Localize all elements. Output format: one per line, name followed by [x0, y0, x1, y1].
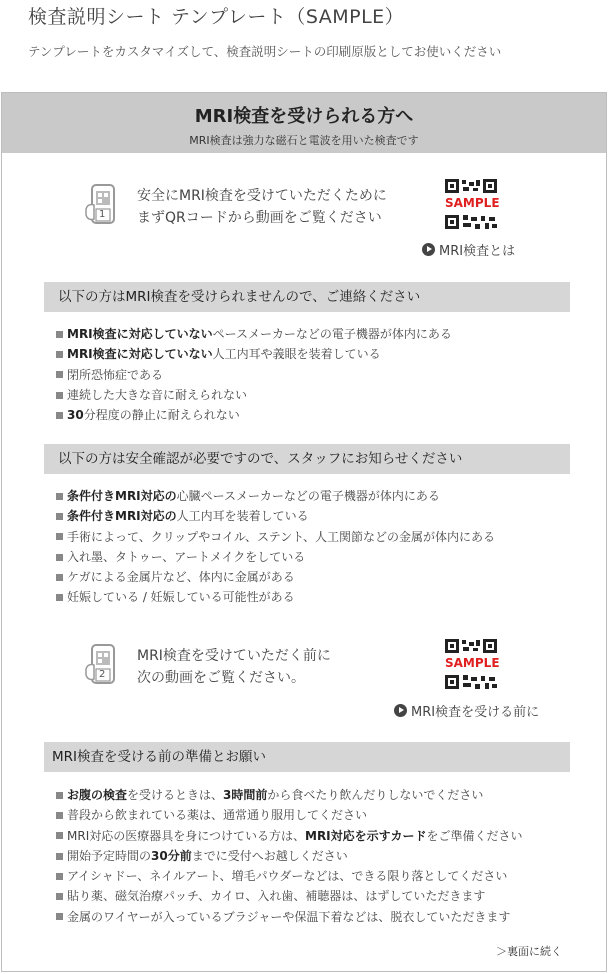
bullet-icon: [56, 513, 63, 520]
contraindication-list: [56, 324, 452, 425]
bullet-icon: [56, 873, 63, 880]
emphasis-text: MRI対応を示すカード: [305, 828, 427, 843]
video-link-label: MRI検査とは: [439, 244, 516, 259]
list-item: [56, 805, 523, 825]
qr-instruction-line: 安全にMRI検査を受けていただくために: [137, 188, 387, 204]
emphasis-text: 30分前: [151, 848, 192, 863]
bullet-icon: [56, 554, 63, 561]
list-item: [56, 907, 523, 927]
bullet-icon: [56, 331, 63, 338]
section-heading-preparation: MRI検査を受ける前の準備とお願い: [44, 742, 570, 772]
bullet-icon: [56, 853, 63, 860]
qr-instruction-line: MRI検査を受けていただく前に: [137, 648, 331, 664]
list-item: [56, 365, 452, 385]
emphasis-text: MRI検査に対応していない: [67, 327, 213, 341]
list-item: [56, 785, 523, 805]
bullet-icon: [56, 351, 63, 358]
item-text: 人工内耳を装着している: [176, 509, 309, 524]
list-item: [56, 385, 452, 405]
emphasis-text: MRI検査に対応していない: [67, 347, 213, 362]
video-link-before-mri[interactable]: [394, 701, 539, 720]
bullet-icon: [56, 832, 63, 839]
video-link-label: MRI検査を受ける前に: [411, 705, 540, 720]
item-text: ペースメーカーなどの電子機器が体内にある: [212, 327, 452, 341]
qr-block-1: [2, 179, 606, 279]
list-item: [56, 587, 495, 607]
list-item: [56, 547, 495, 567]
item-text: を受けるときは、: [127, 788, 224, 802]
bullet-icon: [56, 392, 63, 399]
bullet-icon: [56, 594, 63, 601]
qr-block-2: [2, 639, 606, 739]
item-text: 開始予定時間の: [67, 848, 152, 863]
bullet-icon: [56, 574, 63, 581]
list-item: [56, 846, 523, 866]
step-number: 1: [99, 209, 106, 220]
page-subtitle: テンプレートをカスタマイズして、検査説明シートの印刷原版としてお使いください: [28, 44, 502, 59]
item-text: 人工内耳や義眼を装着している: [212, 347, 381, 362]
qr-code[interactable]: [445, 639, 499, 689]
item-text: 金属のワイヤーが入っているブラジャーや保温下着などは、脱衣していただきます: [67, 909, 511, 924]
list-item: [56, 886, 523, 906]
item-text: アイシャドー、ネイルアート、増毛パウダーなどは、できる限り落としてください: [67, 869, 508, 884]
item-text: 手術によって、クリップやコイル、ステント、人工関節などの金属が体内にある: [67, 529, 496, 544]
play-icon: [394, 704, 407, 717]
video-link-mri[interactable]: [422, 240, 515, 259]
emphasis-text: お腹の検査: [67, 788, 128, 802]
banner-subtitle: MRI検査は強力な磁石と電波を用いた検査です: [189, 134, 419, 147]
item-text: をご準備ください: [426, 828, 523, 843]
item-text: 連続した大きな音に耐えられない: [67, 387, 248, 402]
item-text: MRI対応の医療器具を身につけている方は、: [67, 828, 305, 843]
bullet-icon: [56, 913, 63, 920]
list-item: [56, 527, 495, 547]
list-item: [56, 324, 452, 344]
sheet-banner: [2, 93, 606, 153]
item-text: 分程度の静止に耐えられない: [83, 408, 240, 423]
emphasis-text: 30: [67, 408, 84, 423]
list-item: [56, 405, 452, 425]
bullet-icon: [56, 412, 63, 419]
list-item: [56, 506, 495, 526]
preparation-list: [56, 785, 523, 927]
qr-sample-label: SAMPLE: [445, 194, 499, 213]
qr-instruction-line: 次の動画をご覧ください。: [137, 670, 305, 686]
phone-qr-icon: [82, 643, 126, 687]
qr-instruction: [137, 645, 331, 689]
qr-instruction-line: まずQRコードから動画をご覧ください: [137, 210, 382, 226]
list-item: [56, 567, 495, 587]
list-item: [56, 344, 452, 364]
emphasis-text: 条件付きMRI対応の: [67, 489, 177, 503]
section-heading-contraindications: 以下の方はMRI検査を受けられませんので、ご連絡ください: [44, 282, 570, 312]
item-text: 閉所恐怖症である: [67, 367, 164, 382]
item-text: 入れ墨、タトゥー、アートメイクをしている: [67, 549, 306, 564]
item-text: ケガによる金属片など、体内に金属がある: [67, 570, 295, 585]
emphasis-text: 3時間前: [223, 788, 268, 802]
phone-qr-icon: [82, 183, 126, 227]
bullet-icon: [56, 812, 63, 819]
bullet-icon: [56, 792, 63, 799]
bullet-icon: [56, 493, 63, 500]
qr-code[interactable]: [445, 179, 499, 229]
info-sheet: [1, 92, 607, 972]
emphasis-text: 条件付きMRI対応の: [67, 509, 177, 524]
item-text: 貼り薬、磁気治療パッチ、カイロ、入れ歯、補聴器は、はずしていただきます: [67, 889, 486, 904]
section-heading-safety-check: 以下の方は安全確認が必要ですので、スタッフにお知らせください: [44, 444, 570, 474]
list-item: [56, 866, 523, 886]
bullet-icon: [56, 371, 63, 378]
continue-on-back: ＞裏面に続く: [496, 945, 562, 958]
list-item: [56, 826, 523, 846]
bullet-icon: [56, 893, 63, 900]
item-text: から食べたり飲んだりしないでください: [267, 788, 484, 802]
list-item: [56, 486, 495, 506]
item-text: 普段から飲まれている薬は、通常通り服用してください: [67, 808, 368, 823]
step-number: 2: [99, 669, 106, 680]
item-text: 心臓ペースメーカーなどの電子機器が体内にある: [176, 489, 440, 503]
banner-title: MRI検査を受けられる方へ: [194, 106, 414, 127]
play-icon: [422, 243, 435, 256]
qr-instruction: [137, 185, 387, 229]
safety-check-list: [56, 486, 495, 608]
qr-sample-label: SAMPLE: [445, 654, 499, 673]
item-text: 妊娠している / 妊娠している可能性がある: [67, 590, 295, 605]
bullet-icon: [56, 533, 63, 540]
item-text: までに受付へお越しください: [191, 848, 348, 863]
page-title: 検査説明シート テンプレート（SAMPLE）: [28, 6, 405, 28]
